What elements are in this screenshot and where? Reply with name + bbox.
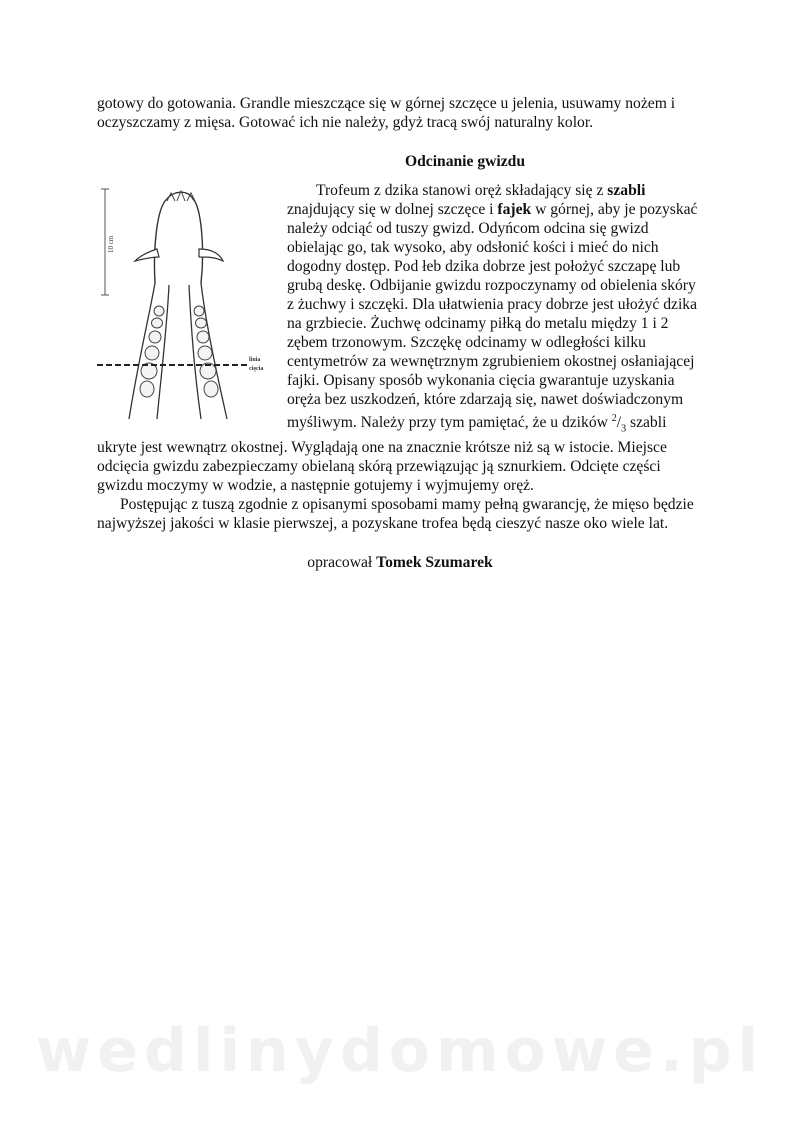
fraction-numerator: 2	[611, 413, 617, 424]
main-text-1: Trofeum z dzika stanowi oręż składający się z	[316, 182, 608, 199]
closing-paragraph: Postępując z tuszą zgodnie z opisanymi sposobami mamy pełną gwarancję, że mięso będzie najwyższej jakości w klasie pierwszej, a pozyskane trofea będą cieszyć nasze oko wiele lat.	[97, 496, 694, 533]
credit-prefix: opracował	[307, 554, 377, 572]
watermark: wedlinydomowe.pl	[35, 1016, 765, 1086]
term-szabli: szabli	[607, 182, 646, 199]
main-text-2: znajdujący się w dolnej szczęce i	[287, 201, 498, 218]
cut-label-line2: cięcia	[249, 366, 264, 372]
section-heading: Odcinanie gwizdu	[404, 153, 525, 170]
fraction-denominator: 3	[621, 423, 627, 435]
main-text-4: szabli ukryte jest wewnątrz okostnej. Wyglądają one na znacznie krótsze niż są w istocie. Miejsce odcięcia gwizdu zabezpieczamy obielaną skórą przewiązując ją sznurkiem. Odcięte części gwizdu moczymy w wodzie, a następnie gotujemy i wyjmujemy oręż.	[97, 414, 667, 495]
term-fajek: fajek	[497, 201, 532, 218]
scale-label: 10 cm	[107, 235, 115, 253]
left-tusk	[135, 249, 159, 261]
main-paragraph: Trofeum z dzika stanowi oręż składający się z szabli znajdujący się w dolnej szczęce i fajek w górnej, aby je pozyskać należy odciąć od tuszy gwizd. Odyńcom odcina się gwizd obielając go, tak wysoko, aby odsłonić kości i mieć do nich dogodny dostęp. Pod łeb dzika dobrze jest położyć szczapę lub grubą deskę. Odbijanie gwizdu rozpoczynamy od obielenia skóry z żuchwy i szczęki. Dla ułatwienia pracy dobrze jest ułożyć dzika na grzbiecie. Żuchwę odcinamy piłką do metalu między 1 i 2 zębem trzonowym. Szczękę odcinamy w odległości kilku centymetrów za wewnętrznym zgrubieniem okostnej osłaniającej fajki. Opisany sposób wykonania cięcia gwarantuje uzyskania oręża bez uszkodzeń, które zdarzają się, nawet doświadczonym myśliwym. Należy przy tym pamiętać, że u dzików $^2/_3$ szabli ukryte jest wewnątrz okostnej. Wyglądają one na znacznie krótsze niż są w istocie. Miejsce odcięcia gwizdu zabezpieczamy obielaną skórą przewiązując ją sznurkiem. Odcięte części gwizdu moczymy w wodzie, a następnie gotujemy i wyjmujemy oręż.	[97, 182, 698, 495]
author-name: Tomek Szumarek	[376, 554, 493, 572]
cut-label-line1: linia	[249, 357, 261, 363]
snout-outline	[155, 192, 203, 283]
credit-line	[97, 553, 703, 572]
main-text-3: w górnej, aby je pozyskać należy odciąć od tuszy gwizd. Odyńcom odcina się gwizd obielając go, tak wysoko, aby odsłonić kości i mieć do nich dogodny dostęp. Pod łeb dzika dobrze jest położyć szczapę lub grubą deskę. Odbijanie gwizdu rozpoczynamy od obielenia skóry z żuchwy i szczęki. Dla ułatwienia pracy dobrze jest ułożyć dzika na grzbiecie. Żuchwę odcinamy piłką do metalu między 1 i 2 zębem trzonowym. Szczękę odcinamy w odległości kilku centymetrów za wewnętrznym zgrubieniem okostnej osłaniającej fajki. Opisany sposób wykonania cięcia gwarantuje uzyskania oręża bez uszkodzeń, które zdarzają się, nawet doświadczonym myśliwym. Należy przy tym pamiętać, że u dzików	[287, 201, 698, 432]
jaw-diagram	[97, 187, 279, 427]
intro-paragraph: gotowy do gotowania. Grandle mieszczące się w górnej szczęce u jelenia, usuwamy nożem i oczyszczamy z mięsa. Gotować ich nie należy, gdyż tracą swój naturalny kolor.	[97, 95, 676, 131]
page-content	[97, 94, 703, 572]
